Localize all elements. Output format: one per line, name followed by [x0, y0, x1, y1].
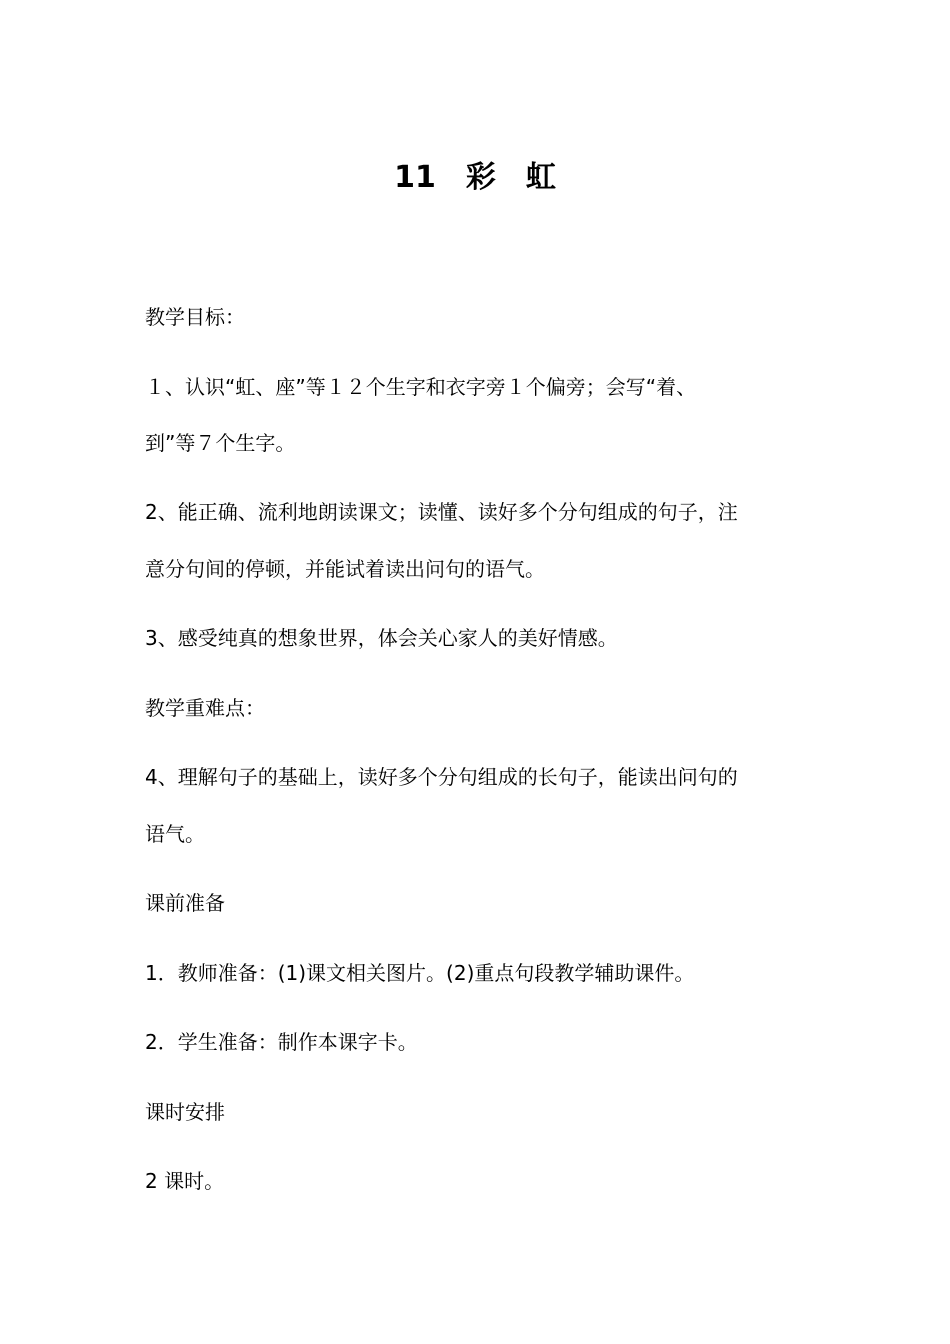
- objective-2-line-2: 意分句间的停顿，并能试着读出问句的语气。: [145, 557, 545, 581]
- preparation-student: 2．学生准备：制作本课字卡。: [145, 1030, 418, 1054]
- objective-3: 3、感受纯真的想象世界，体会关心家人的美好情感。: [145, 626, 618, 650]
- section-heading-schedule: 课时安排: [145, 1100, 225, 1124]
- objective-1-line-2: 到”等７个生字。: [145, 431, 296, 455]
- document-title: 11 彩 虹: [394, 160, 556, 195]
- section-heading-key-points: 教学重难点：: [145, 696, 265, 720]
- section-heading-preparation: 课前准备: [145, 891, 225, 915]
- preparation-teacher: 1．教师准备：(1)课文相关图片。(2)重点句段教学辅助课件。: [145, 961, 695, 985]
- section-heading-objectives: 教学目标：: [145, 305, 245, 329]
- objective-1-line-1: １、认识“虹、座”等１２个生字和衣字旁１个偏旁；会写“着、: [145, 375, 697, 399]
- key-point-line-2: 语气。: [145, 822, 205, 846]
- schedule-value: 2 课时。: [145, 1169, 225, 1193]
- key-point-line-1: 4、理解句子的基础上，读好多个分句组成的长句子，能读出问句的: [145, 765, 738, 789]
- objective-2-line-1: 2、能正确、流利地朗读课文；读懂、读好多个分句组成的句子，注: [145, 500, 738, 524]
